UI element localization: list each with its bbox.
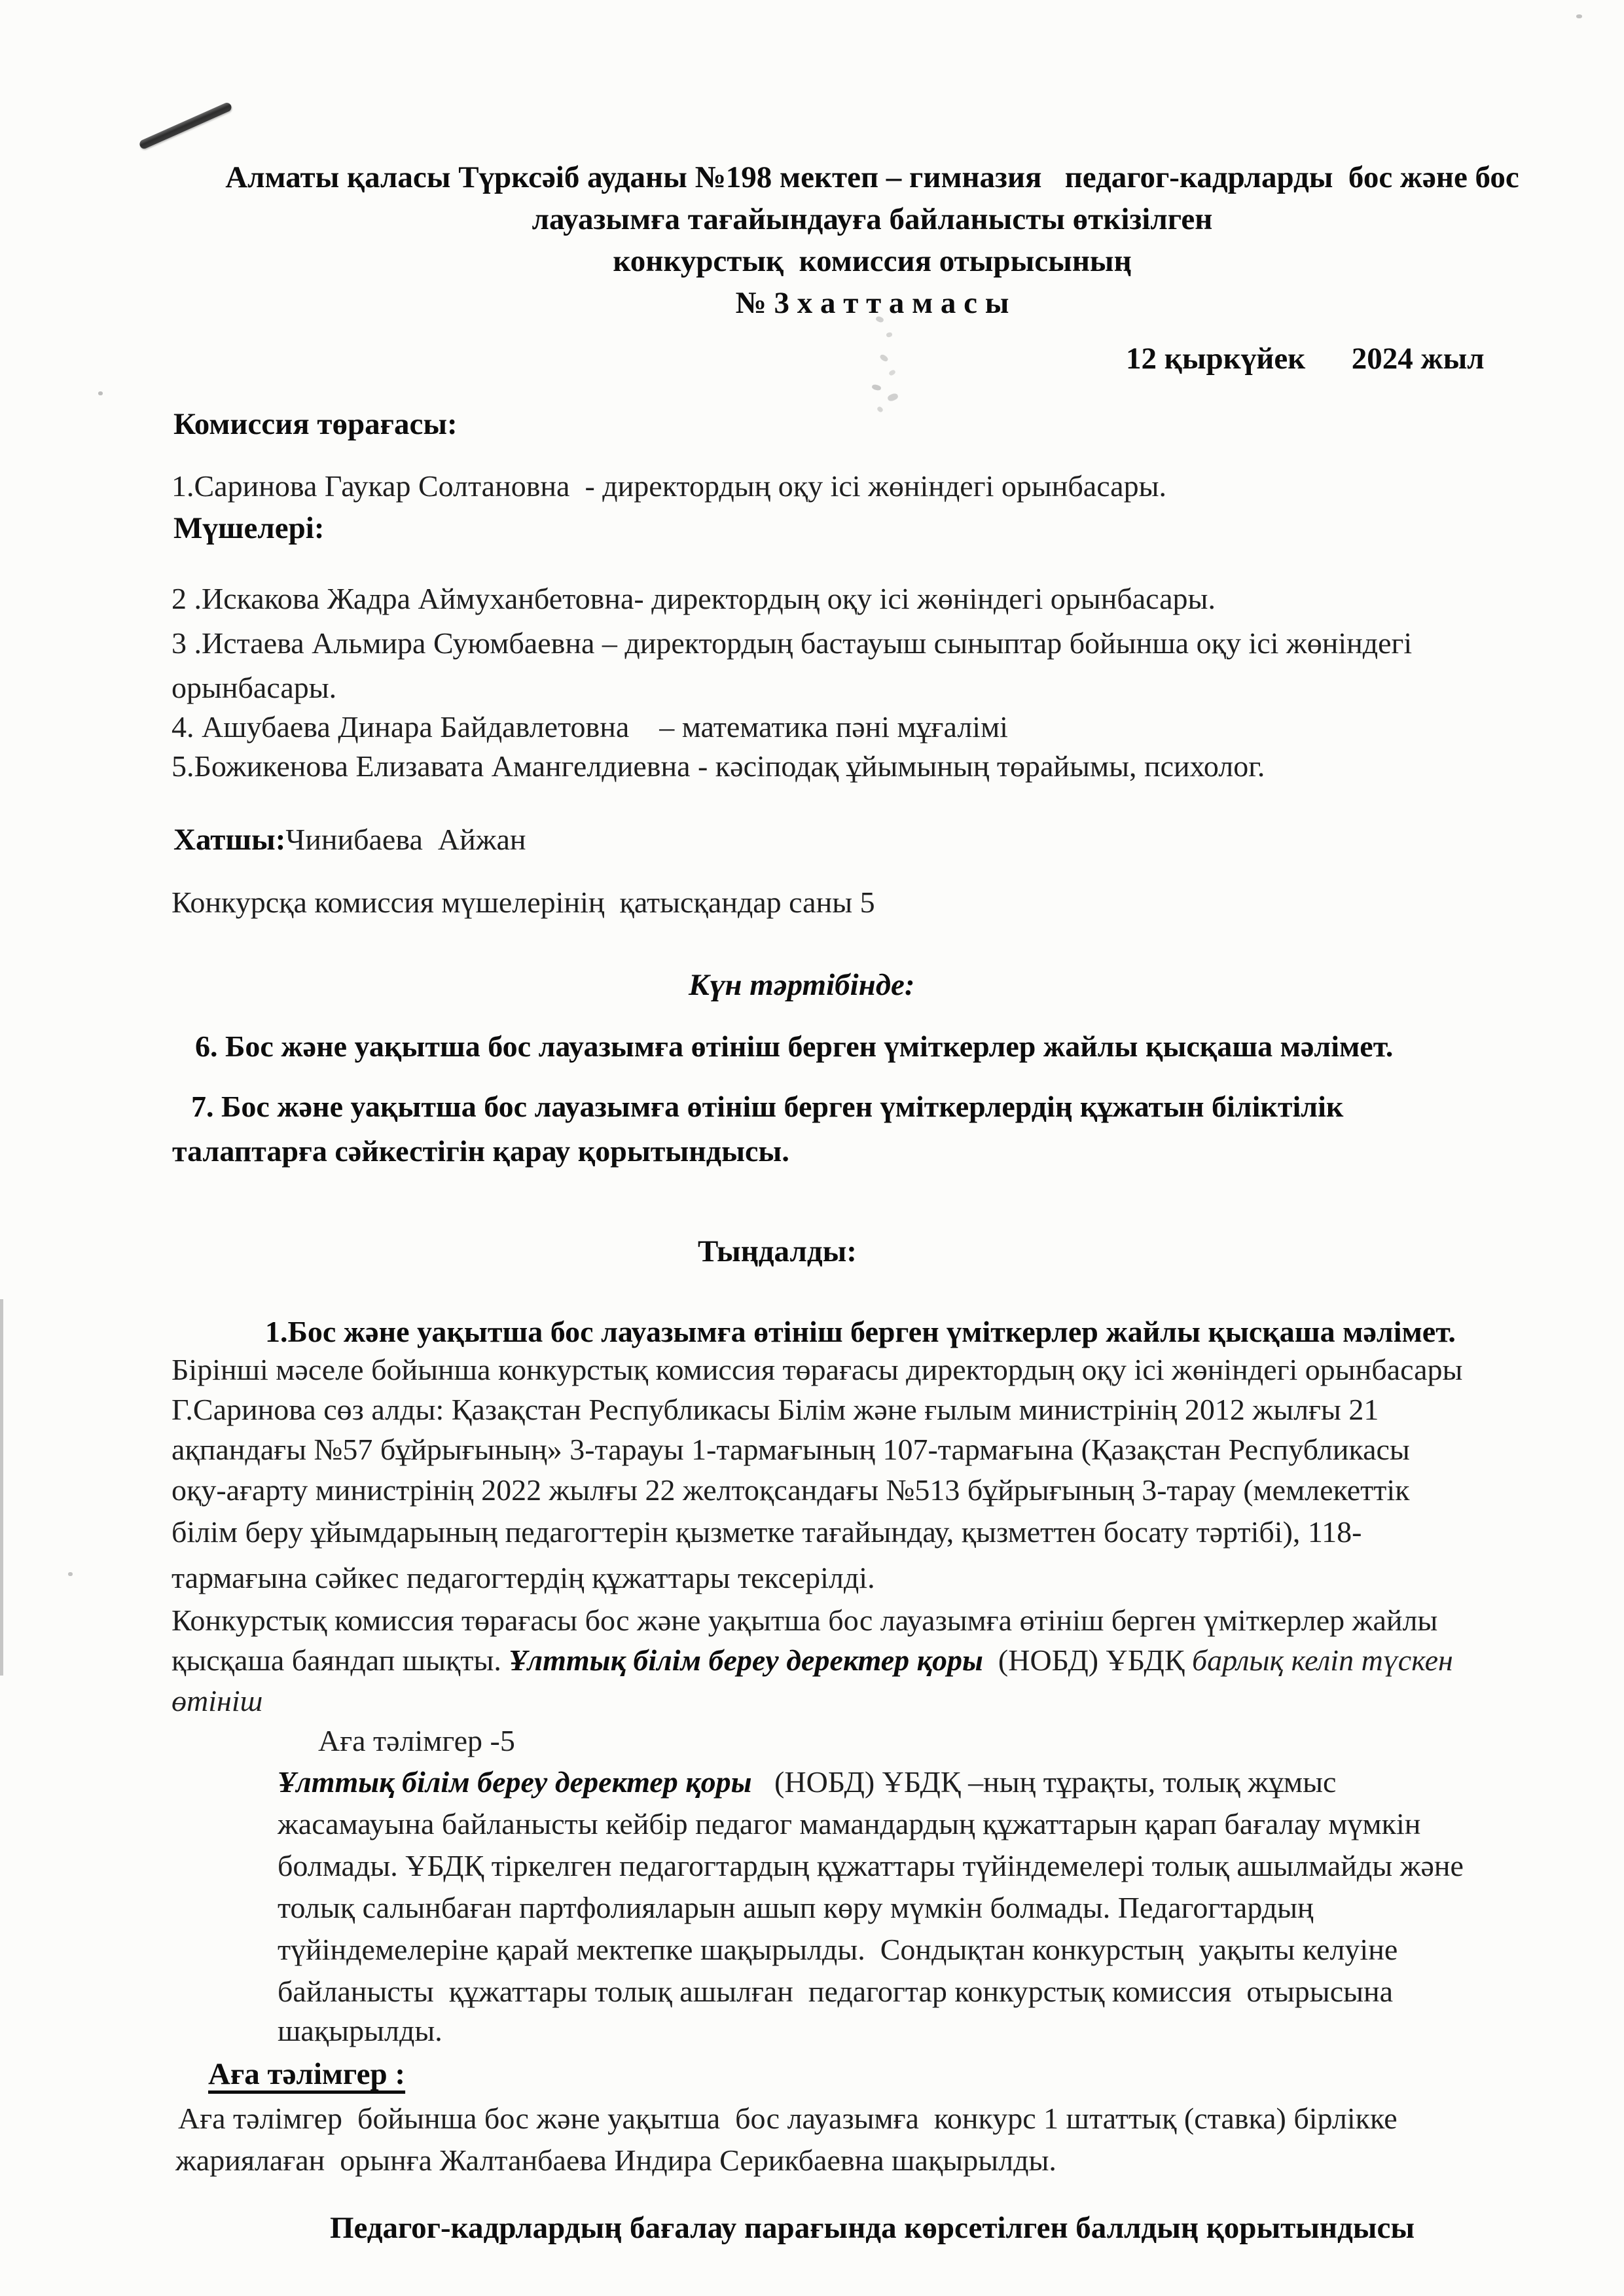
smudge-dot <box>98 391 103 395</box>
heard-paragraph-1-title: 1.Бос және уақытша бос лауазымға өтініш берген үміткерлер жайлы қысқаша мәлімет. <box>265 1315 1456 1348</box>
commission-member-4: 4. Ашубаева Динара Байдавлетовна – математика пәні мұғалімі <box>171 710 1008 744</box>
commission-chair: 1.Саринова Гаукар Солтановна - директордың оқу ісі жөніндегі орынбасары. <box>171 469 1166 503</box>
block-line-1-rest: (НОБД) ҰБДҚ –ның тұрақты, толық жұмыс <box>751 1765 1337 1799</box>
p2-mid-text: (НОБД) ҰБДҚ <box>983 1643 1192 1677</box>
commission-member-3-line-2: орынбасары. <box>171 671 337 704</box>
heard-paragraph-1-line: ақпандағы №57 бұйрығының» 3-тарауы 1-тармағының 107-тармағына (Қазақстан Республикасы <box>171 1433 1410 1466</box>
smudge-dot <box>886 332 893 338</box>
smudge-dot <box>871 384 882 391</box>
pen-mark-artifact <box>138 101 233 151</box>
footer-heading: Педагог-кадрлардың бағалау парағында көрсетілген баллдың қорытындысы <box>329 2211 1415 2245</box>
heard-paragraph-1-line: Г.Саринова сөз алды: Қазақстан Республикасы Білім және ғылым министрінің 2012 жылғы 21 <box>171 1393 1379 1426</box>
attendance-line: Конкурсқа комиссия мүшелерінің қатысқандар саны 5 <box>171 886 875 919</box>
heard-paragraph-1-line: білім беру ұйымдарының педагогтерін қызметке тағайындау, қызметтен босату тәртібі), 118- <box>171 1515 1362 1549</box>
agenda-item-7-line-1: 7. Бос және уақытша бос лауазымға өтініш берген үміткерлердің құжатын біліктілік <box>191 1090 1344 1123</box>
smudge-dot <box>879 353 889 363</box>
ubdq-block-line: шақырылды. <box>278 2014 442 2047</box>
national-db-name-bold: Ұлттық білім береу деректер қоры <box>278 1765 752 1799</box>
ubdq-block-line-1 <box>278 1765 1336 1800</box>
p2-plain-text: қысқаша баяндап шықты. <box>171 1643 509 1677</box>
senior-mentor-line-1: Аға тәлімгер бойынша бос және уақытша бос лауазымға конкурс 1 штаттық (ставка) бірлікке <box>178 2102 1398 2135</box>
smudge-dot <box>1576 14 1582 18</box>
agenda-heading: Күн тәртібінде: <box>689 968 915 1002</box>
secretary-label: Хатшы: <box>173 823 286 857</box>
national-db-name-bold: Ұлттық білім береу деректер қоры <box>509 1643 983 1677</box>
smudge-dot <box>876 406 884 413</box>
ubdq-block-line: болмады. ҰБДҚ тіркелген педагогтардың құжаттары түйіндемелері толық ашылмайды және <box>278 1849 1464 1882</box>
heard-paragraph-1-line: Бірінші мәселе бойынша конкурстық комиссия төрағасы директордың оқу ісі жөніндегі орынбасары <box>171 1353 1463 1386</box>
senior-mentor-label: Аға тәлімгер : <box>208 2057 406 2091</box>
scan-edge-artifact <box>0 1299 3 1676</box>
ubdq-block-line: байланысты құжаттары толық ашылған педагогтар конкурстық комиссия отырысына <box>278 1975 1394 2008</box>
commission-member-2: 2 .Искакова Жадра Аймуханбетовна- директордың оқу ісі жөніндегі орынбасары. <box>171 582 1216 615</box>
smudge-dot <box>68 1572 73 1576</box>
smudge-dot <box>888 369 896 376</box>
secretary-name: Чинибаева Айжан <box>285 823 526 856</box>
ubdq-block-line: жасамауына байланысты кейбір педагог мамандардың құжаттарын қарап бағалау мүмкін <box>278 1807 1421 1840</box>
doc-title-line-1: Алматы қаласы Түрксәіб ауданы №198 мектеп – гимназия педагог-кадрларды бос және бос <box>225 160 1519 194</box>
heard-paragraph-1-line: тармағына сәйкес педагогтердің құжаттары тексерілді. <box>171 1561 875 1594</box>
heard-heading: Тыңдалды: <box>698 1234 857 1268</box>
commission-member-3-line-1: 3 .Истаева Альмира Суюмбаевна – директордың бастауыш сыныптар бойынша оқу ісі жөніндегі <box>171 626 1413 660</box>
heard-paragraph-2-line-2 <box>171 1643 1453 1678</box>
heard-paragraph-2-line-1: Конкурстық комиссия төрағасы бос және уақытша бос лауазымға өтініш берген үміткерлер жайлы <box>171 1604 1438 1637</box>
agenda-item-7-line-2: талаптарға сәйкестігін қарау қорытындысы. <box>172 1134 789 1168</box>
ubdq-block-line: түйіндемелеріне қарай мектепке шақырылды. Сондықтан конкурстың уақыты келуіне <box>278 1933 1398 1966</box>
doc-title-line-3: конкурстық комиссия отырысының <box>613 244 1132 278</box>
commission-member-5: 5.Божикенова Елизавата Амангелдиевна - кәсіподақ ұйымының төрайымы, психолог. <box>171 749 1265 783</box>
doc-protocol-number: № 3 х а т т а м а с ы <box>735 286 1009 320</box>
senior-mentor-line-2: жариялаған орынға Жалтанбаева Индира Серикбаевна шақырылды. <box>175 2144 1056 2177</box>
doc-title-line-2: лауазымға тағайындауға байланысты өткізілген <box>532 202 1213 236</box>
smudge-dot <box>887 393 899 403</box>
commission-chair-label: Комиссия төрағасы: <box>173 407 458 441</box>
ubdq-block-line: толық салынбаған партфолияларын ашып көру мүмкін болмады. Педагогтардың <box>278 1891 1314 1924</box>
doc-date: 12 қыркүйек 2024 жыл <box>1126 342 1485 376</box>
agenda-item-6: 6. Бос және уақытша бос лауазымға өтініш берген үміткерлер жайлы қысқаша мәлімет. <box>195 1030 1394 1063</box>
senior-mentor-count: Аға тәлімгер -5 <box>318 1724 515 1757</box>
p2-italic-text: барлық келіп түскен <box>1191 1643 1453 1677</box>
heard-paragraph-2-line-3: өтініш <box>171 1684 263 1717</box>
secretary-line <box>173 822 526 857</box>
heard-paragraph-1-line: оқу-ағарту министрінің 2022 жылғы 22 желтоқсандағы №513 бұйрығының 3-тарау (мемлекеттік <box>171 1473 1410 1507</box>
commission-members-label: Мүшелері: <box>173 511 325 545</box>
